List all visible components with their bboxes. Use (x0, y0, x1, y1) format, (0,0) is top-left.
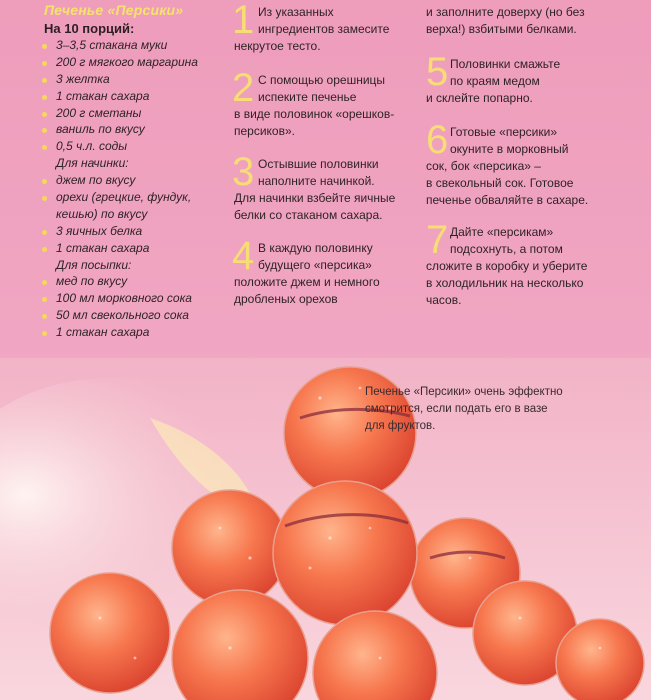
step-line: верха!) взбитыми белками. (426, 22, 577, 36)
step-line: часов. (426, 293, 462, 307)
step-4 (232, 234, 412, 308)
ingredient-item: орехи (грецкие, фундук, (40, 190, 240, 207)
step-2 (232, 66, 412, 140)
ingredient-subheading: Для начинки: (56, 156, 129, 171)
step-number: 3 (232, 150, 255, 194)
step-line: Половинки смажьте (450, 57, 561, 71)
ingredient-item: 1 стакан сахара (40, 325, 240, 342)
step-text (232, 4, 412, 55)
ingredient-item: 1 стакан сахара (40, 89, 240, 106)
step-line: по краям медом (450, 74, 540, 88)
ingredient-item-continued: кешью) по вкусу (56, 206, 148, 221)
step-text (232, 156, 412, 224)
step-line: Готовые «персики» (450, 125, 557, 139)
step-line: подсохнуть, а потом (450, 242, 563, 256)
step-line: окуните в морковный (450, 142, 569, 156)
step-text (232, 72, 412, 140)
step-line: будущего «персика» (258, 258, 372, 272)
step-line: испеките печенье (258, 90, 357, 104)
ingredients-list (40, 38, 240, 342)
step-line: белки со стаканом сахара. (234, 208, 383, 222)
step-7 (426, 218, 626, 309)
step-number: 2 (232, 66, 255, 110)
step-line: в виде половинок «орешков- (234, 107, 395, 121)
step-line: в холодильник на несколько (426, 276, 584, 290)
recipe-title: Печенье «Персики» (44, 2, 184, 18)
step-line: Для начинки взбейте яичные (234, 191, 396, 205)
step-line: наполните начинкой. (258, 174, 375, 188)
caption-line: для фруктов. (365, 420, 436, 432)
step-line: положите джем и немного (234, 275, 380, 289)
step-line: печенье обваляйте в сахаре. (426, 193, 589, 207)
step-line: в свекольный сок. Готовое (426, 176, 574, 190)
caption-line: Печенье «Персики» очень эффектно (365, 386, 563, 398)
step-line: Остывшие половинки (258, 157, 379, 171)
ingredient-item: 200 г мягкого маргарина (40, 55, 240, 72)
step-line: С помощью орешницы (258, 73, 386, 87)
step-line: дробленых орехов (234, 292, 338, 306)
step-4-continued (426, 4, 626, 38)
ingredient-item: 3–3,5 стакана муки (40, 38, 240, 55)
step-line: Из указанных (258, 5, 334, 19)
step-line: и склейте попарно. (426, 91, 533, 105)
ingredient-item: 3 яичных белка (40, 224, 240, 241)
step-text (232, 240, 412, 308)
step-6 (426, 118, 626, 209)
step-line: ингредиентов замесите (258, 22, 390, 36)
step-number: 1 (232, 0, 255, 42)
step-3 (232, 150, 412, 224)
ingredient-item: джем по вкусу (40, 173, 240, 190)
servings-label: На 10 порций: (44, 21, 135, 36)
step-number: 6 (426, 118, 449, 162)
step-5 (426, 50, 626, 107)
caption-line: смотрится, если подать его в вазе (365, 403, 548, 415)
photo-caption (365, 384, 605, 435)
step-text (426, 56, 626, 107)
step-text (426, 4, 626, 38)
ingredient-item: ваниль по вкусу (40, 122, 240, 139)
ingredient-item: 3 желтка (40, 72, 240, 89)
step-text (426, 224, 626, 309)
step-line: Дайте «персикам» (450, 225, 554, 239)
step-line: сложите в коробку и уберите (426, 259, 588, 273)
step-line: В каждую половинку (258, 241, 373, 255)
step-number: 4 (232, 234, 255, 278)
ingredient-item: мед по вкусу (40, 274, 240, 291)
ingredient-item: 1 стакан сахара (40, 241, 240, 258)
step-line: персиков». (234, 124, 295, 138)
step-number: 7 (426, 218, 449, 262)
step-text (426, 124, 626, 209)
ingredient-subheading: Для посыпки: (56, 257, 132, 272)
step-line: сок, бок «персика» – (426, 159, 541, 173)
ingredient-item: 100 мл морковного сока (40, 291, 240, 308)
step-1 (232, 0, 412, 55)
step-line: и заполните доверху (но без (426, 5, 585, 19)
step-line: некрутое тесто. (234, 39, 321, 53)
ingredient-item: 0,5 ч.л. соды (40, 139, 240, 156)
ingredient-item: 200 г сметаны (40, 106, 240, 123)
step-number: 5 (426, 50, 449, 94)
ingredient-item: 50 мл свекольного сока (40, 308, 240, 325)
